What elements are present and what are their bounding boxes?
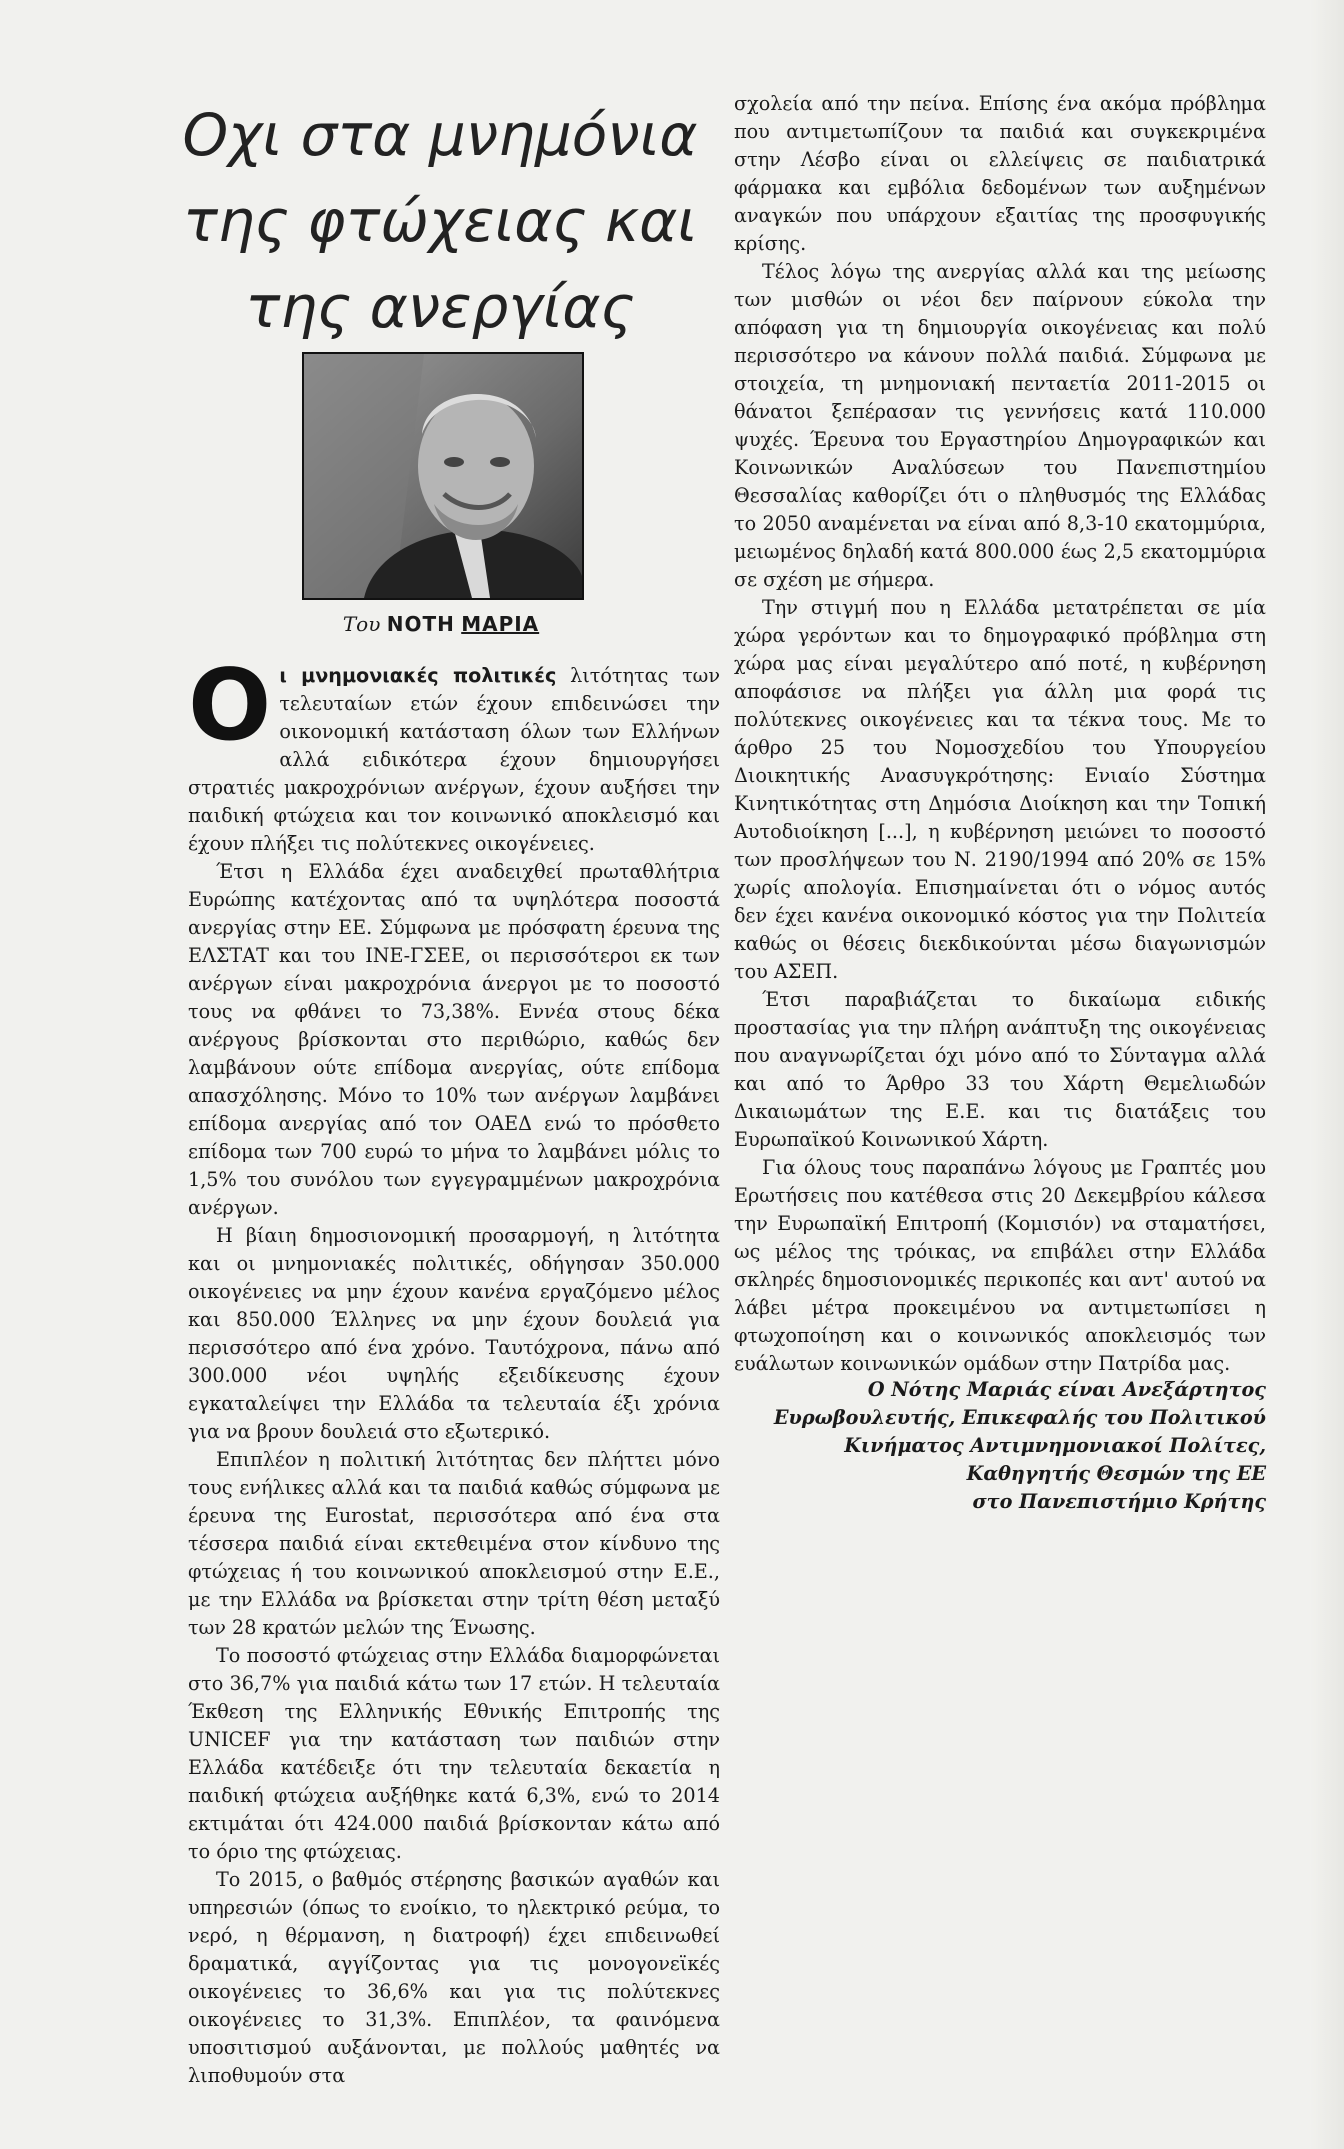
paragraph: Την στιγμή που η Ελλάδα μετατρέπεται σε μία χώρα γερόντων και το δημογραφικό πρόβλημα στη χώρα μας είναι μεγαλύτερο από ποτέ, η κυβέρνηση αποφάσισε να πλήξει για άλλη μια φορά τις πολύτεκνες οικογένειες και τα τέκνα τους. Με το άρθρο 25 του Νομοσχεδίου του Υπουργείου Διοικητικής Ανασυγκρότησης: Ενιαίο Σύστημα Κινητικότητας στη Δημόσια Διοίκηση και την Τοπική Αυτοδιοίκηση [...], η κυβέρνηση μειώνει το ποσοστό των προσλήψεων του Ν. 2190/1994 από 20% σε 15% χωρίς απολογία. Επισημαίνεται ότι ο νόμος αυτός δεν έχει κανένα οικονομικό κόστος για την Πολιτεία καθώς οι θέσεις διεκδικούνται μέσω διαγωνισμών του ΑΣΕΠ. xyxy=(734,596,1266,983)
byline xyxy=(302,612,580,636)
paragraph: Το 2015, ο βαθμός στέρησης βασικών αγαθών και υπηρεσιών (όπως το ενοίκιο, το ηλεκτρικό ρεύμα, το νερό, η θέρμανση, η διατροφή) έχει επιδεινωθεί δραματικά, αγγίζοντας για τις μονογονεϊκές οικογένειες το 36,6% και για τις πολύτεκνες οικογένειες το 31,3%. Επιπλέον, τα φαινόμενα υποσιτισμού αυξάνονται, με πολλούς μαθητές να λιποθυμούν στα xyxy=(188,1868,720,2087)
left-column xyxy=(188,649,720,2090)
byline-prefix: Του xyxy=(342,612,381,636)
lead-paragraph xyxy=(188,649,720,858)
paragraph: Η βίαιη δημοσιονομική προσαρμογή, η λιτότητα και οι μνημονιακές πολιτικές, οδήγησαν 350.000 οικογένειες να μην έχουν κανένα εργαζόμενο μέλος και 850.000 Έλληνες να μην έχουν δουλειά για περισσότερο από ένα χρόνο. Ταυτόχρονα, πάνω από 300.000 νέοι υψηλής εξειδίκευσης έχουν εγκαταλείψει την Ελλάδα τα τελευταία έξι χρόνια για να βρουν δουλειά στο εξωτερικό. xyxy=(188,1224,720,1443)
paragraph: Έτσι παραβιάζεται το δικαίωμα ειδικής προστασίας για την πλήρη ανάπτυξη της οικογένειας που αναγνωρίζεται όχι μόνο από το Σύνταγμα αλλά και από το Άρθρο 33 του Χάρτη Θεμελιωδών Δικαιωμάτων της Ε.Ε. και τις διατάξεις του Ευρωπαϊκού Κοινωνικού Χάρτη. xyxy=(734,988,1266,1151)
right-column xyxy=(734,90,1266,1378)
paragraph: σχολεία από την πείνα. Επίσης ένα ακόμα πρόβλημα που αντιμετωπίζουν τα παιδιά και συγκεκριμένα στην Λέσβο είναι οι ελλείψεις σε παιδιατρικά φάρμακα και εμβόλια δεδομένων των αυξημένων αναγκών που υπάρχουν εξαιτίας της προσφυγικής κρίσης. xyxy=(734,92,1266,255)
author-photo xyxy=(302,352,584,600)
article-title: Οχι στα μνημόνια της φτώχειας και της ανεργίας xyxy=(182,101,698,341)
paragraph: Έτσι η Ελλάδα έχει αναδειχθεί πρωταθλήτρια Ευρώπης κατέχοντας από τα υψηλότερα ποσοστά ανεργίας στην ΕΕ. Σύμφωνα με πρόσφατη έρευνα της ΕΛΣΤΑΤ και του ΙΝΕ-ΓΣΕΕ, οι περισσότεροι εκ των ανέργων είναι μακροχρόνια άνεργοι με το ποσοστό τους να φθάνει το 73,38%. Εννέα στους δέκα ανέργους βρίσκονται στο περιθώριο, καθώς δεν λαμβάνουν ούτε επίδομα ανεργίας, ούτε επίδομα απασχόλησης. Μόνο το 10% των ανέργων λαμβάνει επίδομα ανεργίας από τον ΟΑΕΔ ενώ το πρόσθετο επίδομα των 700 ευρώ το μήνα το λαμβάνει μόλις το 1,5% του συνόλου των εγγεγραμμένων μακροχρόνια ανέργων. xyxy=(188,860,720,1219)
drop-cap: Ο xyxy=(188,649,272,763)
paragraph: Το ποσοστό φτώχειας στην Ελλάδα διαμορφώνεται στο 36,7% για παιδιά κάτω των 17 ετών. Η τελευταία Έκθεση της Ελληνικής Εθνικής Επιτροπής της UNICEF για την κατάσταση των παιδιών στην Ελλάδα κατέδειξε ότι την τελευταία δεκαετία η παιδική φτώχεια αυξήθηκε κατά 6,3%, ενώ το 2014 εκτιμάται ότι 424.000 παιδιά βρίσκονταν κάτω από το όριο της φτώχειας. xyxy=(188,1644,720,1863)
paragraph: Για όλους τους παραπάνω λόγους με Γραπτές μου Ερωτήσεις που κατέθεσα στις 20 Δεκεμβρίου κάλεσα την Ευρωπαϊκή Επιτροπή (Κομισιόν) να σταματήσει, ως μέλος της τρόικας, να επιβάλει στην Ελλάδα σκληρές δημοσιονομικές περικοπές και αντ' αυτού να λάβει μέτρα προκειμένου να αντιμετωπίσει η φτωχοποίηση και ο κοινωνικός αποκλεισμός των ευάλωτων κοινωνικών ομάδων στην Πατρίδα μας. xyxy=(734,1156,1266,1375)
author-bio-note: Ο Νότης Μαριάς είναι Ανεξάρτητος Ευρωβουλευτής, Επικεφαλής του Πολιτικού Κινήματος Αντιμνημονιακοί Πολίτες, Καθηγητής Θεσμών της ΕΕ στο Πανεπιστήμιο Κρήτης xyxy=(773,1378,1266,1513)
lead-text: λιτότητας των τελευταίων ετών έχουν επιδεινώσει την οικονομική κατάσταση όλων των Ελλήνων αλλά ειδικότερα έχουν δημιουργήσει στρατιές μακροχρόνιων ανέργων, έχουν αυξήσει την παιδική φτώχεια και τον κοινωνικό αποκλεισμό και έχουν πλήξει τις πολύτεκνες οικογένειες. xyxy=(188,664,720,855)
page-edge xyxy=(1310,0,1344,2149)
author-portrait-image xyxy=(304,354,582,598)
paragraph: Επιπλέον η πολιτική λιτότητας δεν πλήττει μόνο τους ενήλικες αλλά και τα παιδιά καθώς σύμφωνα με έρευνα της Eurostat, περισσότερα από ένα στα τέσσερα παιδιά είναι εκτεθειμένα στον κίνδυνο της φτώχειας ή του κοινωνικού αποκλεισμού στην Ε.Ε., με την Ελλάδα να βρίσκεται στην τρίτη θέση μεταξύ των 28 κρατών μελών της Ένωσης. xyxy=(188,1448,720,1639)
lead-bold-text: ι μνημονιακές πολιτικές xyxy=(279,664,557,687)
author-last-name: ΜΑΡΙΑ xyxy=(461,612,540,636)
paragraph: Τέλος λόγω της ανεργίας αλλά και της μείωσης των μισθών οι νέοι δεν παίρνουν εύκολα την απόφαση για τη δημιουργία οικογένειας και πολύ περισσότερο να κάνουν πολλά παιδιά. Σύμφωνα με στοιχεία, τη μνημονιακή πενταετία 2011-2015 οι θάνατοι ξεπέρασαν τις γεννήσεις κατά 110.000 ψυχές. Έρευνα του Εργαστηρίου Δημογραφικών και Κοινωνικών Αναλύσεων του Πανεπιστημίου Θεσσαλίας καθορίζει ότι ο πληθυσμός της Ελλάδας το 2050 αναμένεται να είναι από 8,3-10 εκατομμύρια, μειωμένος δηλαδή κατά 800.000 έως 2,5 εκατομμύρια σε σχέση με σήμερα. xyxy=(734,260,1266,591)
author-first-name: ΝΟΤΗ xyxy=(386,612,455,636)
